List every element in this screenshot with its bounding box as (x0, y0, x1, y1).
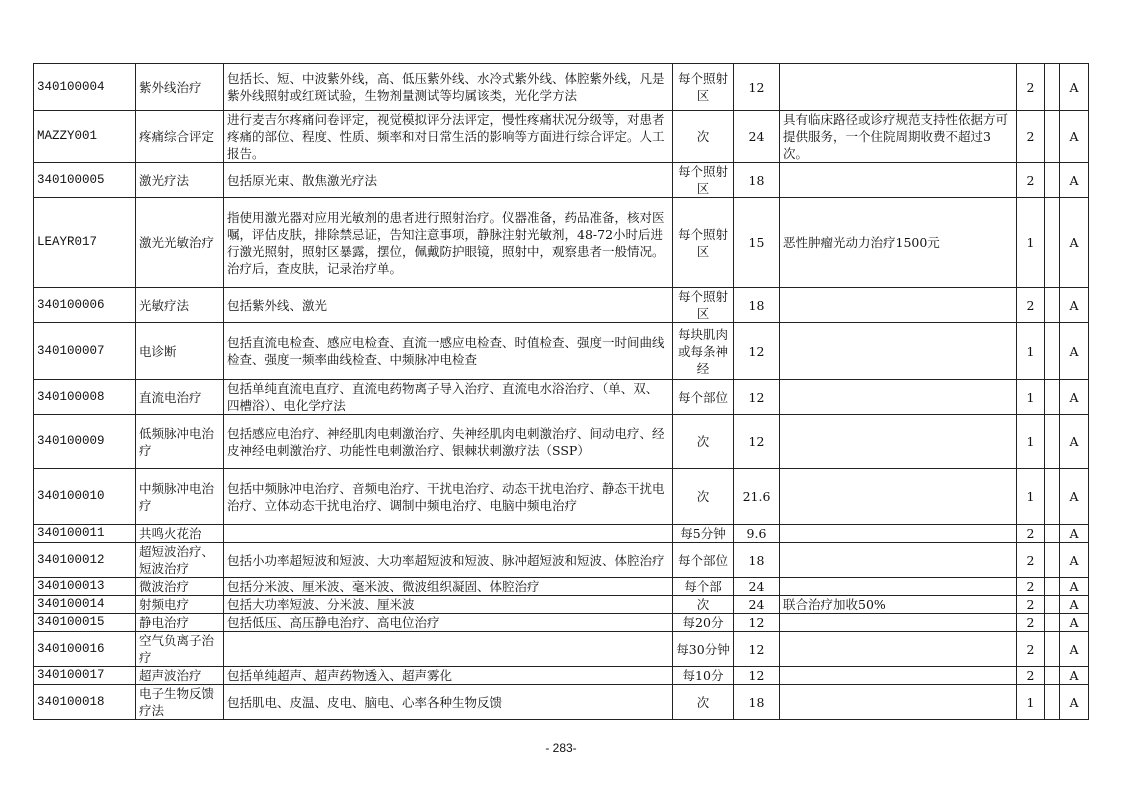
category-cell: A (1060, 288, 1089, 323)
code-cell: LEAYR017 (34, 198, 136, 288)
blank-cell (1045, 685, 1060, 720)
price-cell: 24 (734, 111, 780, 163)
content-cell: 包括中频脉冲电治疗、音频电治疗、干扰电治疗、动态干扰电治疗、静态干扰电治疗、立体动态干扰电治疗、调制中频电治疗、电脑中频电治疗 (224, 469, 673, 525)
level-cell: 2 (1017, 614, 1045, 632)
note-cell (780, 525, 1017, 543)
unit-cell: 次 (673, 415, 734, 469)
note-cell (780, 64, 1017, 111)
table-row (34, 469, 1089, 525)
level-cell: 1 (1017, 198, 1045, 288)
item-name-cell: 超声波治疗 (136, 667, 224, 685)
note-cell (780, 288, 1017, 323)
code-cell: 340100017 (34, 667, 136, 685)
price-cell: 12 (734, 323, 780, 380)
note-cell (780, 163, 1017, 198)
unit-cell: 每块肌肉或每条神经 (673, 323, 734, 380)
blank-cell (1045, 667, 1060, 685)
code-cell: 340100014 (34, 596, 136, 614)
content-cell: 包括长、短、中波紫外线，高、低压紫外线、水冷式紫外线、体腔紫外线，凡是紫外线照射或红斑试验，生物剂量测试等均属该类，光化学方法 (224, 64, 673, 111)
category-cell: A (1060, 596, 1089, 614)
category-cell: A (1060, 614, 1089, 632)
table-row (34, 667, 1089, 685)
level-cell: 2 (1017, 288, 1045, 323)
table-row (34, 525, 1089, 543)
note-cell (780, 415, 1017, 469)
table-row (34, 64, 1089, 111)
category-cell: A (1060, 525, 1089, 543)
price-cell: 18 (734, 163, 780, 198)
note-cell (780, 380, 1017, 415)
category-cell: A (1060, 667, 1089, 685)
level-cell: 2 (1017, 525, 1045, 543)
item-name-cell: 射频电疗 (136, 596, 224, 614)
item-name-cell: 激光疗法 (136, 163, 224, 198)
price-cell: 24 (734, 596, 780, 614)
note-cell (780, 667, 1017, 685)
page-number: - 283- (545, 741, 577, 755)
item-name-cell: 电诊断 (136, 323, 224, 380)
blank-cell (1045, 323, 1060, 380)
unit-cell: 次 (673, 111, 734, 163)
content-cell: 包括大功率短波、分米波、厘米波 (224, 596, 673, 614)
level-cell: 2 (1017, 543, 1045, 578)
category-cell: A (1060, 415, 1089, 469)
price-cell: 18 (734, 685, 780, 720)
blank-cell (1045, 380, 1060, 415)
content-cell (224, 632, 673, 667)
note-cell (780, 543, 1017, 578)
unit-cell: 每10分 (673, 667, 734, 685)
level-cell: 2 (1017, 163, 1045, 198)
content-cell (224, 525, 673, 543)
blank-cell (1045, 198, 1060, 288)
unit-cell: 每个部 (673, 578, 734, 596)
unit-cell: 次 (673, 685, 734, 720)
price-cell: 18 (734, 543, 780, 578)
fee-table-body (34, 64, 1089, 720)
price-cell: 12 (734, 380, 780, 415)
note-cell (780, 614, 1017, 632)
code-cell: 340100004 (34, 64, 136, 111)
code-cell: 340100016 (34, 632, 136, 667)
code-cell: 340100006 (34, 288, 136, 323)
unit-cell: 每个部位 (673, 543, 734, 578)
blank-cell (1045, 543, 1060, 578)
note-cell: 恶性肿瘤光动力治疗1500元 (780, 198, 1017, 288)
category-cell: A (1060, 632, 1089, 667)
unit-cell: 每个照射区 (673, 64, 734, 111)
category-cell: A (1060, 543, 1089, 578)
unit-cell: 每个照射区 (673, 163, 734, 198)
unit-cell: 每个部位 (673, 380, 734, 415)
unit-cell: 次 (673, 596, 734, 614)
category-cell: A (1060, 323, 1089, 380)
content-cell: 包括小功率超短波和短波、大功率超短波和短波、脉冲超短波和短波、体腔治疗 (224, 543, 673, 578)
code-cell: 340100011 (34, 525, 136, 543)
blank-cell (1045, 632, 1060, 667)
table-row (34, 323, 1089, 380)
unit-cell: 次 (673, 469, 734, 525)
unit-cell: 每个照射区 (673, 198, 734, 288)
level-cell: 2 (1017, 64, 1045, 111)
code-cell: 340100013 (34, 578, 136, 596)
table-row (34, 543, 1089, 578)
content-cell: 进行麦吉尔疼痛问卷评定，视觉模拟评分法评定，慢性疼痛状况分级等，对患者疼痛的部位、程度、性质、频率和对日常生活的影响等方面进行综合评定。人工报告。 (224, 111, 673, 163)
unit-cell: 每30分钟 (673, 632, 734, 667)
level-cell: 2 (1017, 667, 1045, 685)
content-cell: 包括直流电检查、感应电检查、直流一感应电检查、时值检查、强度一时间曲线检查、强度一频率曲线检查、中频脉冲电检查 (224, 323, 673, 380)
table-row (34, 380, 1089, 415)
content-cell: 包括低压、高压静电治疗、高电位治疗 (224, 614, 673, 632)
note-cell: 联合治疗加收50% (780, 596, 1017, 614)
category-cell: A (1060, 163, 1089, 198)
level-cell: 2 (1017, 632, 1045, 667)
blank-cell (1045, 288, 1060, 323)
content-cell: 包括分米波、厘米波、毫米波、微波组织凝固、体腔治疗 (224, 578, 673, 596)
code-cell: 340100009 (34, 415, 136, 469)
item-name-cell: 紫外线治疗 (136, 64, 224, 111)
blank-cell (1045, 469, 1060, 525)
code-cell: 340100008 (34, 380, 136, 415)
item-name-cell: 光敏疗法 (136, 288, 224, 323)
price-cell: 9.6 (734, 525, 780, 543)
level-cell: 2 (1017, 578, 1045, 596)
blank-cell (1045, 64, 1060, 111)
blank-cell (1045, 578, 1060, 596)
table-row (34, 288, 1089, 323)
note-cell: 具有临床路径或诊疗规范支持性依据方可提供服务，一个住院周期收费不超过3次。 (780, 111, 1017, 163)
content-cell: 包括肌电、皮温、皮电、脑电、心率各种生物反馈 (224, 685, 673, 720)
content-cell: 包括紫外线、激光 (224, 288, 673, 323)
category-cell: A (1060, 64, 1089, 111)
table-row (34, 198, 1089, 288)
item-name-cell: 空气负离子治疗 (136, 632, 224, 667)
level-cell: 1 (1017, 685, 1045, 720)
table-row (34, 614, 1089, 632)
table-row (34, 596, 1089, 614)
content-cell: 包括感应电治疗、神经肌肉电刺激治疗、失神经肌肉电刺激治疗、间动电疗、经皮神经电刺激治疗、功能性电刺激治疗、银棘状刺激疗法（SSP） (224, 415, 673, 469)
code-cell: MAZZY001 (34, 111, 136, 163)
item-name-cell: 静电治疗 (136, 614, 224, 632)
note-cell (780, 632, 1017, 667)
category-cell: A (1060, 685, 1089, 720)
level-cell: 1 (1017, 380, 1045, 415)
price-cell: 12 (734, 614, 780, 632)
fee-table (33, 63, 1089, 720)
price-cell: 21.6 (734, 469, 780, 525)
price-cell: 18 (734, 288, 780, 323)
note-cell (780, 469, 1017, 525)
code-cell: 340100015 (34, 614, 136, 632)
blank-cell (1045, 415, 1060, 469)
price-cell: 12 (734, 415, 780, 469)
category-cell: A (1060, 198, 1089, 288)
table-row (34, 163, 1089, 198)
item-name-cell: 共鸣火花治 (136, 525, 224, 543)
level-cell: 1 (1017, 415, 1045, 469)
item-name-cell: 激光光敏治疗 (136, 198, 224, 288)
content-cell: 包括单纯直流电直疗、直流电药物离子导入治疗、直流电水浴治疗、（单、双、四槽浴）、电化学疗法 (224, 380, 673, 415)
table-row (34, 578, 1089, 596)
item-name-cell: 低频脉冲电治疗 (136, 415, 224, 469)
item-name-cell: 微波治疗 (136, 578, 224, 596)
blank-cell (1045, 111, 1060, 163)
blank-cell (1045, 525, 1060, 543)
code-cell: 340100007 (34, 323, 136, 380)
category-cell: A (1060, 111, 1089, 163)
table-row (34, 415, 1089, 469)
level-cell: 1 (1017, 469, 1045, 525)
price-cell: 12 (734, 667, 780, 685)
unit-cell: 每5分钟 (673, 525, 734, 543)
item-name-cell: 电子生物反馈疗法 (136, 685, 224, 720)
item-name-cell: 疼痛综合评定 (136, 111, 224, 163)
unit-cell: 每20分 (673, 614, 734, 632)
price-cell: 15 (734, 198, 780, 288)
code-cell: 340100018 (34, 685, 136, 720)
price-cell: 12 (734, 64, 780, 111)
category-cell: A (1060, 469, 1089, 525)
level-cell: 2 (1017, 111, 1045, 163)
level-cell: 1 (1017, 323, 1045, 380)
note-cell (780, 323, 1017, 380)
note-cell (780, 578, 1017, 596)
table-row (34, 685, 1089, 720)
note-cell (780, 685, 1017, 720)
category-cell: A (1060, 380, 1089, 415)
item-name-cell: 直流电治疗 (136, 380, 224, 415)
code-cell: 340100005 (34, 163, 136, 198)
item-name-cell: 中频脉冲电治疗 (136, 469, 224, 525)
blank-cell (1045, 614, 1060, 632)
content-cell: 包括单纯超声、超声药物透入、超声雾化 (224, 667, 673, 685)
content-cell: 包括原光束、散焦激光疗法 (224, 163, 673, 198)
blank-cell (1045, 596, 1060, 614)
content-cell: 指使用激光器对应用光敏剂的患者进行照射治疗。仪器准备，药品准备，核对医嘱，评估皮肤，排除禁忌证，告知注意事项，静脉注射光敏剂，48-72小时后进行激光照射，照射区暴露，摆位，佩戴防护眼镜，照射中，观察患者一般情况。治疗后，查皮肤，记录治疗单。 (224, 198, 673, 288)
table-row (34, 111, 1089, 163)
blank-cell (1045, 163, 1060, 198)
level-cell: 2 (1017, 596, 1045, 614)
code-cell: 340100012 (34, 543, 136, 578)
price-cell: 12 (734, 632, 780, 667)
unit-cell: 每个照射区 (673, 288, 734, 323)
table-row (34, 632, 1089, 667)
code-cell: 340100010 (34, 469, 136, 525)
item-name-cell: 超短波治疗、短波治疗 (136, 543, 224, 578)
category-cell: A (1060, 578, 1089, 596)
price-cell: 24 (734, 578, 780, 596)
